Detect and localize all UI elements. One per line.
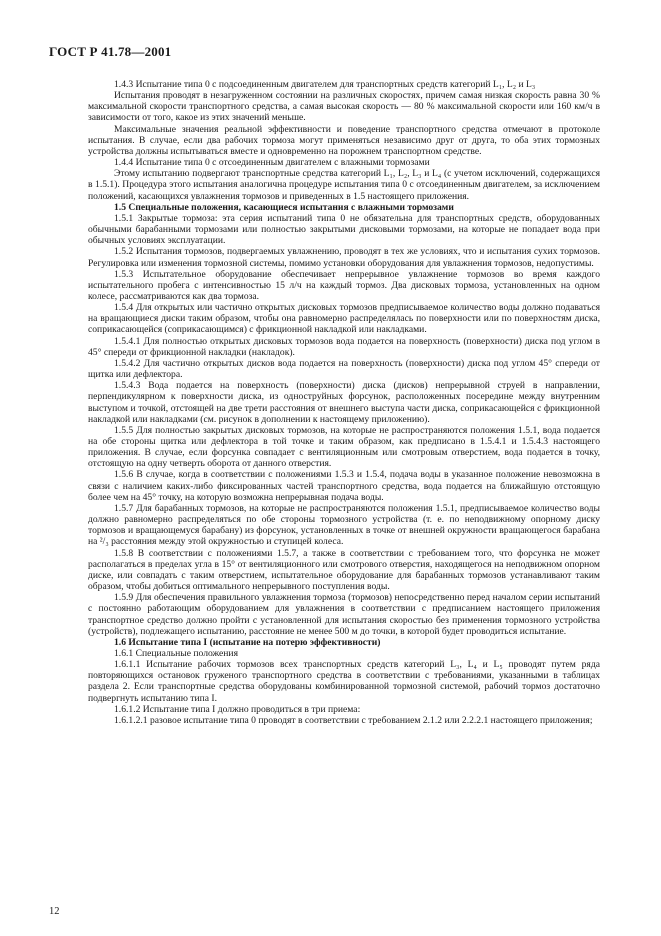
paragraph-1-6-1-2: 1.6.1.2 Испытание типа I должно проводиться в три приема:: [114, 703, 361, 715]
paragraph-1-5-6: 1.5.6 В случае, когда в соответствии с положениями 1.5.3 и 1.5.4, подача воды в указанное положение невозможна в связи с наличием каких-либо фиксированных частей транспортного средства, вода подается на ближайшую отстоящую более чем на 45° точку, на которую возможна непрерывная подача воды.: [88, 469, 600, 503]
paragraph-1-5-9: 1.5.9 Для обеспечения правильного увлажнения тормоза (тормозов) непосредственно перед началом серии испытаний с постоянно работающим оборудованием для увлажнения в соответствии с предписанием настоящего приложения транспортное средство должно пройти с установленной для испытания скоростью без применения тормозного устройства (устройств), подлежащего испытанию, расстояние не менее 500 м до точки, в которой будет проводиться испытание.: [88, 592, 600, 637]
section-heading-1-6: 1.6 Испытание типа I (испытание на потерю эффективности): [114, 636, 381, 648]
paragraph: Испытания проводят в незагруженном состоянии на различных скоростях, причем самая низкая скорость равна 30 % максимальной скорости транспортного средства, а самая высокая скорость — 80 % максимальной скорости или 160 км/ч в зависимости от того, какое из этих значений меньше.: [88, 90, 600, 124]
document-header: ГОСТ Р 41.78—2001: [49, 44, 172, 59]
paragraph-1-5-4-1: 1.5.4.1 Для полностью открытых дисковых тормозов вода подается на поверхность (поверхности) диска под углом в 45° спереди от фрикционной накладки (накладок).: [88, 335, 600, 358]
paragraph-1-5-8: 1.5.8 В соответствии с положениями 1.5.7, а также в соответствии с требованием того, что форсунка не может располагаться в пределах угла в 15° от вентиляционного или смотрового отверстия, находящегося на неподвижном опорном диске, или совпадать с таким отверстием, испытательное оборудование для барабанных тормозов устанавливают таким образом, чтобы добиться оптимального непрерывного поступления воды.: [88, 547, 600, 593]
paragraph-1-6-1: 1.6.1 Специальные положения: [114, 647, 238, 659]
paragraph-1-6-1-2-1: 1.6.1.2.1 разовое испытание типа 0 проводят в соответствии с требованием 2.1.2 или 2.2.2.1 настоящего приложения;: [114, 714, 593, 726]
paragraph-1-4-3: 1.4.3 Испытание типа 0 с подсоединенным двигателем для транспортных средств категорий L₁, L₂ и L₃: [114, 79, 536, 90]
paragraph-1-5-3: 1.5.3 Испытательное оборудование обеспечивает непрерывное увлажнение тормозов во время каждого испытательного пробега с интенсивностью 15 л/ч на каждый тормоз. Два дисковых тормоза, установленных на одном колесе, рассматриваются как два тормоза.: [88, 268, 600, 302]
paragraph-1-5-5: 1.5.5 Для полностью закрытых дисковых тормозов, на которые не распространяются положения 1.5.1, вода подается на обе стороны щитка или дефлектора в той точке и таким образом, как предписано в 1.5.4.1 и 1.5.4.3 настоящего приложения. В случае, если форсунка совпадает с вентиляционным или смотровым отверстием, вода подается в точку, отстоящую на одну четверть оборота от данного отверстия.: [88, 424, 600, 470]
paragraph: Этому испытанию подвергают транспортные средства категорий L₁, L₂, L₃ и L₄ (с учетом исключений, содержащихся в 1.5.1). Процедура этого испытания аналогична процедуре испытания типа 0 с отсоединенным двигателем, за исключением положений, касающихся увлажнения тормозов и приведенных в 1.5 настоящего приложения.: [88, 168, 600, 202]
paragraph-1-5-2: 1.5.2 Испытания тормозов, подвергаемых увлажнению, проводят в тех же условиях, что и испытания сухих тормозов. Регулировка или изменения тормозной системы, помимо установки оборудования для увлажнения тормозов, недопустимы.: [88, 246, 600, 269]
section-heading-1-5: 1.5 Специальные положения, касающиеся испытания с влажными тормозами: [114, 201, 454, 213]
paragraph-1-5-4-3: 1.5.4.3 Вода подается на поверхность (поверхности) диска (дисков) непрерывной струей в направлении, перпендикулярном к поверхности диска, из одноструйных форсунок, расположенных посередине между внутренним выступом и точкой, отстоящей на две трети расстояния от внешнего выступа части диска, соприкасающейся с фрикционной накладкой или накладками (см. рисунок в дополнении к настоящему приложению).: [88, 380, 600, 425]
page-body: [88, 79, 600, 726]
paragraph-1-5-4-2: 1.5.4.2 Для частично открытых дисков вода подается на поверхность (поверхности) диска под углом 45° спереди от щитка или дефлектора.: [88, 357, 600, 381]
paragraph-1-5-1: 1.5.1 Закрытые тормоза: эта серия испытаний типа 0 не обязательна для транспортных средств, оборудованных обычными барабанными тормозами или полностью закрытыми дисковыми тормозами, на которые не попадает вода при обычных условиях эксплуатации.: [88, 212, 600, 247]
paragraph-1-6-1-1: 1.6.1.1 Испытание рабочих тормозов всех транспортных средств категорий L₃, L₄ и L₅ проводят путем ряда повторяющихся остановок груженого транспортного средства в соответствии с требованиями, указанными в таблицах раздела 2. Если транспортные средства оборудованы комбинированной тормозной системой, рабочий тормоз достаточно подвергнуть испытанию типа I.: [88, 659, 600, 704]
paragraph-1-4-4: 1.4.4 Испытание типа 0 с отсоединенным двигателем с влажными тормозами: [114, 157, 430, 169]
paragraph-1-5-7: 1.5.7 Для барабанных тормозов, на которые не распространяются положения 1.5.1, предписываемое количество воды должно равномерно распределяться по обе стороны тормозного устройства (т. е. по неподвижному опорному диску тормозов и вращающемуся барабану) из форсунок, установленных в точке от внешней окружности вращающегося барабана на ²/₃ расстояния между этой окружностью и ступицей колеса.: [88, 502, 600, 548]
paragraph-1-5-4: 1.5.4 Для открытых или частично открытых дисковых тормозов предписываемое количество воды должно подаваться на вращающиеся диски таким образом, чтобы она равномерно распределялась по поверхности или по поверхностям диска, соприкасающейся (соприкасающимся) с фрикционной накладкой или накладками.: [88, 302, 600, 336]
paragraph: Максимальные значения реальной эффективности и поведение транспортного средства отмечают в протоколе испытания. В случае, если два рабочих тормоза могут применяться независимо друг от друга, то оба этих тормозных устройства должны испытываться вместе и одновременно на порожнем транспортном средстве.: [88, 123, 600, 157]
page-number: 12: [49, 906, 60, 917]
